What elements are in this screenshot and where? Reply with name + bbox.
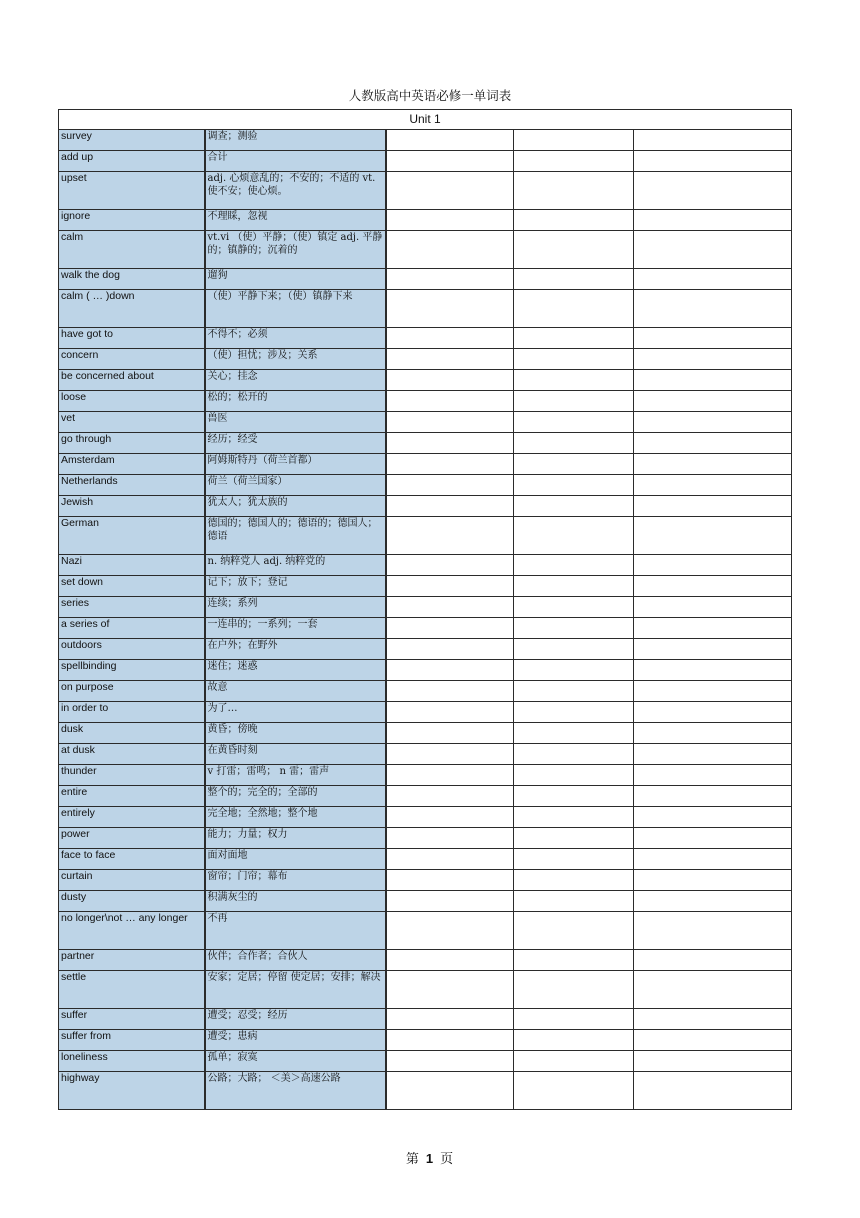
meaning-cell: 连续；系列 xyxy=(205,597,386,618)
meaning-cell: 安家；定居；停留 使定居；安排；解决 xyxy=(205,971,386,1009)
word-cell: calm ( … )down xyxy=(59,290,205,328)
word-cell: survey xyxy=(59,130,205,151)
meaning-cell: 记下；放下；登记 xyxy=(205,576,386,597)
table-row xyxy=(59,765,792,786)
meaning-cell: 调查；测验 xyxy=(205,130,386,151)
empty-cell xyxy=(634,828,792,849)
table-row xyxy=(59,231,792,269)
empty-cell xyxy=(514,496,634,517)
table-row xyxy=(59,391,792,412)
empty-cell xyxy=(514,576,634,597)
word-cell: power xyxy=(59,828,205,849)
table-row xyxy=(59,433,792,454)
empty-cell xyxy=(634,290,792,328)
empty-cell xyxy=(514,639,634,660)
word-cell: have got to xyxy=(59,328,205,349)
word-cell: Amsterdam xyxy=(59,454,205,475)
table-row xyxy=(59,290,792,328)
empty-cell xyxy=(514,454,634,475)
meaning-cell: （使）平静下来；（使）镇静下来 xyxy=(205,290,386,328)
meaning-cell: 遭受；患病 xyxy=(205,1030,386,1051)
empty-cell xyxy=(634,912,792,950)
word-cell: dusty xyxy=(59,891,205,912)
empty-cell xyxy=(514,1072,634,1110)
empty-cell xyxy=(386,723,514,744)
meaning-cell: 犹太人；犹太族的 xyxy=(205,496,386,517)
empty-cell xyxy=(386,1009,514,1030)
meaning-cell: 迷住；迷惑 xyxy=(205,660,386,681)
word-cell: loose xyxy=(59,391,205,412)
empty-cell xyxy=(514,269,634,290)
empty-cell xyxy=(634,744,792,765)
empty-cell xyxy=(386,870,514,891)
table-row xyxy=(59,555,792,576)
empty-cell xyxy=(514,328,634,349)
empty-cell xyxy=(514,130,634,151)
empty-cell xyxy=(386,849,514,870)
empty-cell xyxy=(634,849,792,870)
word-cell: curtain xyxy=(59,870,205,891)
table-row xyxy=(59,950,792,971)
empty-cell xyxy=(386,555,514,576)
empty-cell xyxy=(386,950,514,971)
empty-cell xyxy=(386,597,514,618)
empty-cell xyxy=(634,269,792,290)
table-row xyxy=(59,475,792,496)
table-row xyxy=(59,576,792,597)
empty-cell xyxy=(634,370,792,391)
empty-cell xyxy=(634,618,792,639)
empty-cell xyxy=(634,1051,792,1072)
empty-cell xyxy=(634,597,792,618)
empty-cell xyxy=(386,433,514,454)
empty-cell xyxy=(514,971,634,1009)
meaning-cell: adj. 心烦意乱的；不安的；不适的 vt. 使不安；使心烦。 xyxy=(205,172,386,210)
empty-cell xyxy=(386,210,514,231)
meaning-cell: 为了… xyxy=(205,702,386,723)
word-cell: outdoors xyxy=(59,639,205,660)
empty-cell xyxy=(634,210,792,231)
word-cell: calm xyxy=(59,231,205,269)
empty-cell xyxy=(386,349,514,370)
empty-cell xyxy=(514,231,634,269)
empty-cell xyxy=(634,475,792,496)
word-cell: in order to xyxy=(59,702,205,723)
meaning-cell: 故意 xyxy=(205,681,386,702)
word-cell: Netherlands xyxy=(59,475,205,496)
meaning-cell: vt.vi （使）平静；（使）镇定 adj. 平静的；镇静的；沉着的 xyxy=(205,231,386,269)
table-row xyxy=(59,210,792,231)
table-row xyxy=(59,517,792,555)
table-row xyxy=(59,370,792,391)
word-cell: at dusk xyxy=(59,744,205,765)
empty-cell xyxy=(386,412,514,433)
empty-cell xyxy=(386,891,514,912)
meaning-cell: 关心；挂念 xyxy=(205,370,386,391)
meaning-cell: v 打雷；雷鸣； n 雷；雷声 xyxy=(205,765,386,786)
empty-cell xyxy=(386,807,514,828)
meaning-cell: 能力；力量；权力 xyxy=(205,828,386,849)
word-cell: vet xyxy=(59,412,205,433)
empty-cell xyxy=(634,496,792,517)
meaning-cell: 不再 xyxy=(205,912,386,950)
table-row xyxy=(59,786,792,807)
empty-cell xyxy=(514,912,634,950)
word-cell: suffer xyxy=(59,1009,205,1030)
empty-cell xyxy=(386,971,514,1009)
word-cell: settle xyxy=(59,971,205,1009)
table-row xyxy=(59,828,792,849)
empty-cell xyxy=(514,1009,634,1030)
meaning-cell: 不得不；必须 xyxy=(205,328,386,349)
empty-cell xyxy=(386,576,514,597)
empty-cell xyxy=(386,370,514,391)
empty-cell xyxy=(514,870,634,891)
empty-cell xyxy=(386,681,514,702)
word-cell: entire xyxy=(59,786,205,807)
table-row xyxy=(59,618,792,639)
meaning-cell: 德国的；德国人的；德语的；德国人；德语 xyxy=(205,517,386,555)
table-row xyxy=(59,349,792,370)
table-row xyxy=(59,454,792,475)
meaning-cell: 不理睬，忽视 xyxy=(205,210,386,231)
empty-cell xyxy=(386,231,514,269)
meaning-cell: 整个的；完全的；全部的 xyxy=(205,786,386,807)
empty-cell xyxy=(386,269,514,290)
word-cell: Jewish xyxy=(59,496,205,517)
meaning-cell: 合计 xyxy=(205,151,386,172)
word-cell: dusk xyxy=(59,723,205,744)
empty-cell xyxy=(634,807,792,828)
meaning-cell: 遭受；忍受；经历 xyxy=(205,1009,386,1030)
table-row xyxy=(59,1030,792,1051)
word-cell: a series of xyxy=(59,618,205,639)
footer-suffix: 页 xyxy=(440,1152,455,1167)
word-cell: concern xyxy=(59,349,205,370)
empty-cell xyxy=(634,433,792,454)
meaning-cell: 积满灰尘的 xyxy=(205,891,386,912)
table-row xyxy=(59,269,792,290)
table-row xyxy=(59,412,792,433)
empty-cell xyxy=(386,130,514,151)
meaning-cell: 经历；经受 xyxy=(205,433,386,454)
empty-cell xyxy=(634,1072,792,1110)
unit-label: Unit 1 xyxy=(59,110,792,130)
empty-cell xyxy=(386,1051,514,1072)
empty-cell xyxy=(634,971,792,1009)
meaning-cell: n. 纳粹党人 adj. 纳粹党的 xyxy=(205,555,386,576)
table-row xyxy=(59,1009,792,1030)
empty-cell xyxy=(514,172,634,210)
table-row xyxy=(59,496,792,517)
empty-cell xyxy=(634,702,792,723)
empty-cell xyxy=(634,950,792,971)
word-cell: go through xyxy=(59,433,205,454)
empty-cell xyxy=(514,349,634,370)
empty-cell xyxy=(386,702,514,723)
word-cell: highway xyxy=(59,1072,205,1110)
meaning-cell: 伙伴；合作者；合伙人 xyxy=(205,950,386,971)
empty-cell xyxy=(514,807,634,828)
table-row xyxy=(59,328,792,349)
word-cell: no longer\not … any longer xyxy=(59,912,205,950)
meaning-cell: 在户外；在野外 xyxy=(205,639,386,660)
page-number: 1 xyxy=(425,1151,435,1166)
meaning-cell: （使）担忧；涉及；关系 xyxy=(205,349,386,370)
empty-cell xyxy=(386,151,514,172)
empty-cell xyxy=(514,517,634,555)
meaning-cell: 在黄昏时刻 xyxy=(205,744,386,765)
empty-cell xyxy=(386,328,514,349)
table-row xyxy=(59,744,792,765)
empty-cell xyxy=(386,496,514,517)
empty-cell xyxy=(386,1072,514,1110)
word-cell: Nazi xyxy=(59,555,205,576)
empty-cell xyxy=(386,517,514,555)
word-cell: German xyxy=(59,517,205,555)
footer-prefix: 第 xyxy=(405,1152,420,1167)
meaning-cell: 遛狗 xyxy=(205,269,386,290)
meaning-cell: 公路；大路； ＜美＞高速公路 xyxy=(205,1072,386,1110)
meaning-cell: 阿姆斯特丹（荷兰首都） xyxy=(205,454,386,475)
table-row xyxy=(59,971,792,1009)
empty-cell xyxy=(514,891,634,912)
empty-cell xyxy=(634,172,792,210)
table-row xyxy=(59,849,792,870)
empty-cell xyxy=(514,555,634,576)
vocabulary-table xyxy=(58,109,792,1110)
empty-cell xyxy=(514,660,634,681)
word-cell: set down xyxy=(59,576,205,597)
empty-cell xyxy=(514,597,634,618)
meaning-cell: 荷兰（荷兰国家） xyxy=(205,475,386,496)
document-title: 人教版高中英语必修一单词表 xyxy=(348,88,512,103)
empty-cell xyxy=(634,1030,792,1051)
word-cell: entirely xyxy=(59,807,205,828)
word-cell: suffer from xyxy=(59,1030,205,1051)
word-cell: loneliness xyxy=(59,1051,205,1072)
meaning-cell: 一连串的；一系列；一套 xyxy=(205,618,386,639)
table-row xyxy=(59,870,792,891)
empty-cell xyxy=(514,370,634,391)
meaning-cell: 黄昏；傍晚 xyxy=(205,723,386,744)
empty-cell xyxy=(386,828,514,849)
empty-cell xyxy=(514,828,634,849)
empty-cell xyxy=(634,412,792,433)
empty-cell xyxy=(514,210,634,231)
empty-cell xyxy=(634,328,792,349)
word-cell: series xyxy=(59,597,205,618)
empty-cell xyxy=(514,412,634,433)
empty-cell xyxy=(634,517,792,555)
word-cell: ignore xyxy=(59,210,205,231)
empty-cell xyxy=(386,912,514,950)
empty-cell xyxy=(386,454,514,475)
word-cell: be concerned about xyxy=(59,370,205,391)
table-row xyxy=(59,891,792,912)
empty-cell xyxy=(634,130,792,151)
empty-cell xyxy=(634,454,792,475)
word-cell: face to face xyxy=(59,849,205,870)
empty-cell xyxy=(514,744,634,765)
empty-cell xyxy=(634,870,792,891)
table-row xyxy=(59,660,792,681)
table-row xyxy=(59,1051,792,1072)
table-row xyxy=(59,912,792,950)
table-row xyxy=(59,151,792,172)
meaning-cell: 面对面地 xyxy=(205,849,386,870)
empty-cell xyxy=(386,744,514,765)
empty-cell xyxy=(514,475,634,496)
word-cell: spellbinding xyxy=(59,660,205,681)
page-footer xyxy=(0,1148,860,1167)
empty-cell xyxy=(386,290,514,328)
word-cell: thunder xyxy=(59,765,205,786)
table-row xyxy=(59,597,792,618)
empty-cell xyxy=(514,950,634,971)
empty-cell xyxy=(386,786,514,807)
empty-cell xyxy=(386,172,514,210)
table-row xyxy=(59,723,792,744)
empty-cell xyxy=(514,618,634,639)
empty-cell xyxy=(634,576,792,597)
empty-cell xyxy=(634,723,792,744)
empty-cell xyxy=(634,555,792,576)
table-row xyxy=(59,172,792,210)
empty-cell xyxy=(634,891,792,912)
empty-cell xyxy=(386,639,514,660)
meaning-cell: 孤单；寂寞 xyxy=(205,1051,386,1072)
empty-cell xyxy=(634,660,792,681)
empty-cell xyxy=(634,349,792,370)
empty-cell xyxy=(514,849,634,870)
table-row xyxy=(59,639,792,660)
empty-cell xyxy=(514,786,634,807)
empty-cell xyxy=(514,1030,634,1051)
empty-cell xyxy=(514,723,634,744)
empty-cell xyxy=(514,290,634,328)
empty-cell xyxy=(634,231,792,269)
empty-cell xyxy=(386,765,514,786)
empty-cell xyxy=(386,391,514,412)
empty-cell xyxy=(514,681,634,702)
word-cell: on purpose xyxy=(59,681,205,702)
empty-cell xyxy=(634,1009,792,1030)
empty-cell xyxy=(634,391,792,412)
word-cell: walk the dog xyxy=(59,269,205,290)
table-row xyxy=(59,702,792,723)
empty-cell xyxy=(634,639,792,660)
word-cell: upset xyxy=(59,172,205,210)
meaning-cell: 松的；松开的 xyxy=(205,391,386,412)
empty-cell xyxy=(514,391,634,412)
table-row xyxy=(59,681,792,702)
empty-cell xyxy=(386,660,514,681)
word-cell: partner xyxy=(59,950,205,971)
empty-cell xyxy=(634,151,792,172)
empty-cell xyxy=(514,433,634,454)
table-row xyxy=(59,130,792,151)
meaning-cell: 完全地；全然地；整个地 xyxy=(205,807,386,828)
empty-cell xyxy=(634,765,792,786)
empty-cell xyxy=(514,1051,634,1072)
unit-header-row xyxy=(59,110,792,130)
empty-cell xyxy=(386,618,514,639)
table-row xyxy=(59,807,792,828)
meaning-cell: 兽医 xyxy=(205,412,386,433)
empty-cell xyxy=(514,702,634,723)
meaning-cell: 窗帘；门帘；幕布 xyxy=(205,870,386,891)
table-row xyxy=(59,1072,792,1110)
empty-cell xyxy=(634,786,792,807)
empty-cell xyxy=(514,765,634,786)
empty-cell xyxy=(514,151,634,172)
empty-cell xyxy=(386,1030,514,1051)
empty-cell xyxy=(386,475,514,496)
word-cell: add up xyxy=(59,151,205,172)
empty-cell xyxy=(634,681,792,702)
